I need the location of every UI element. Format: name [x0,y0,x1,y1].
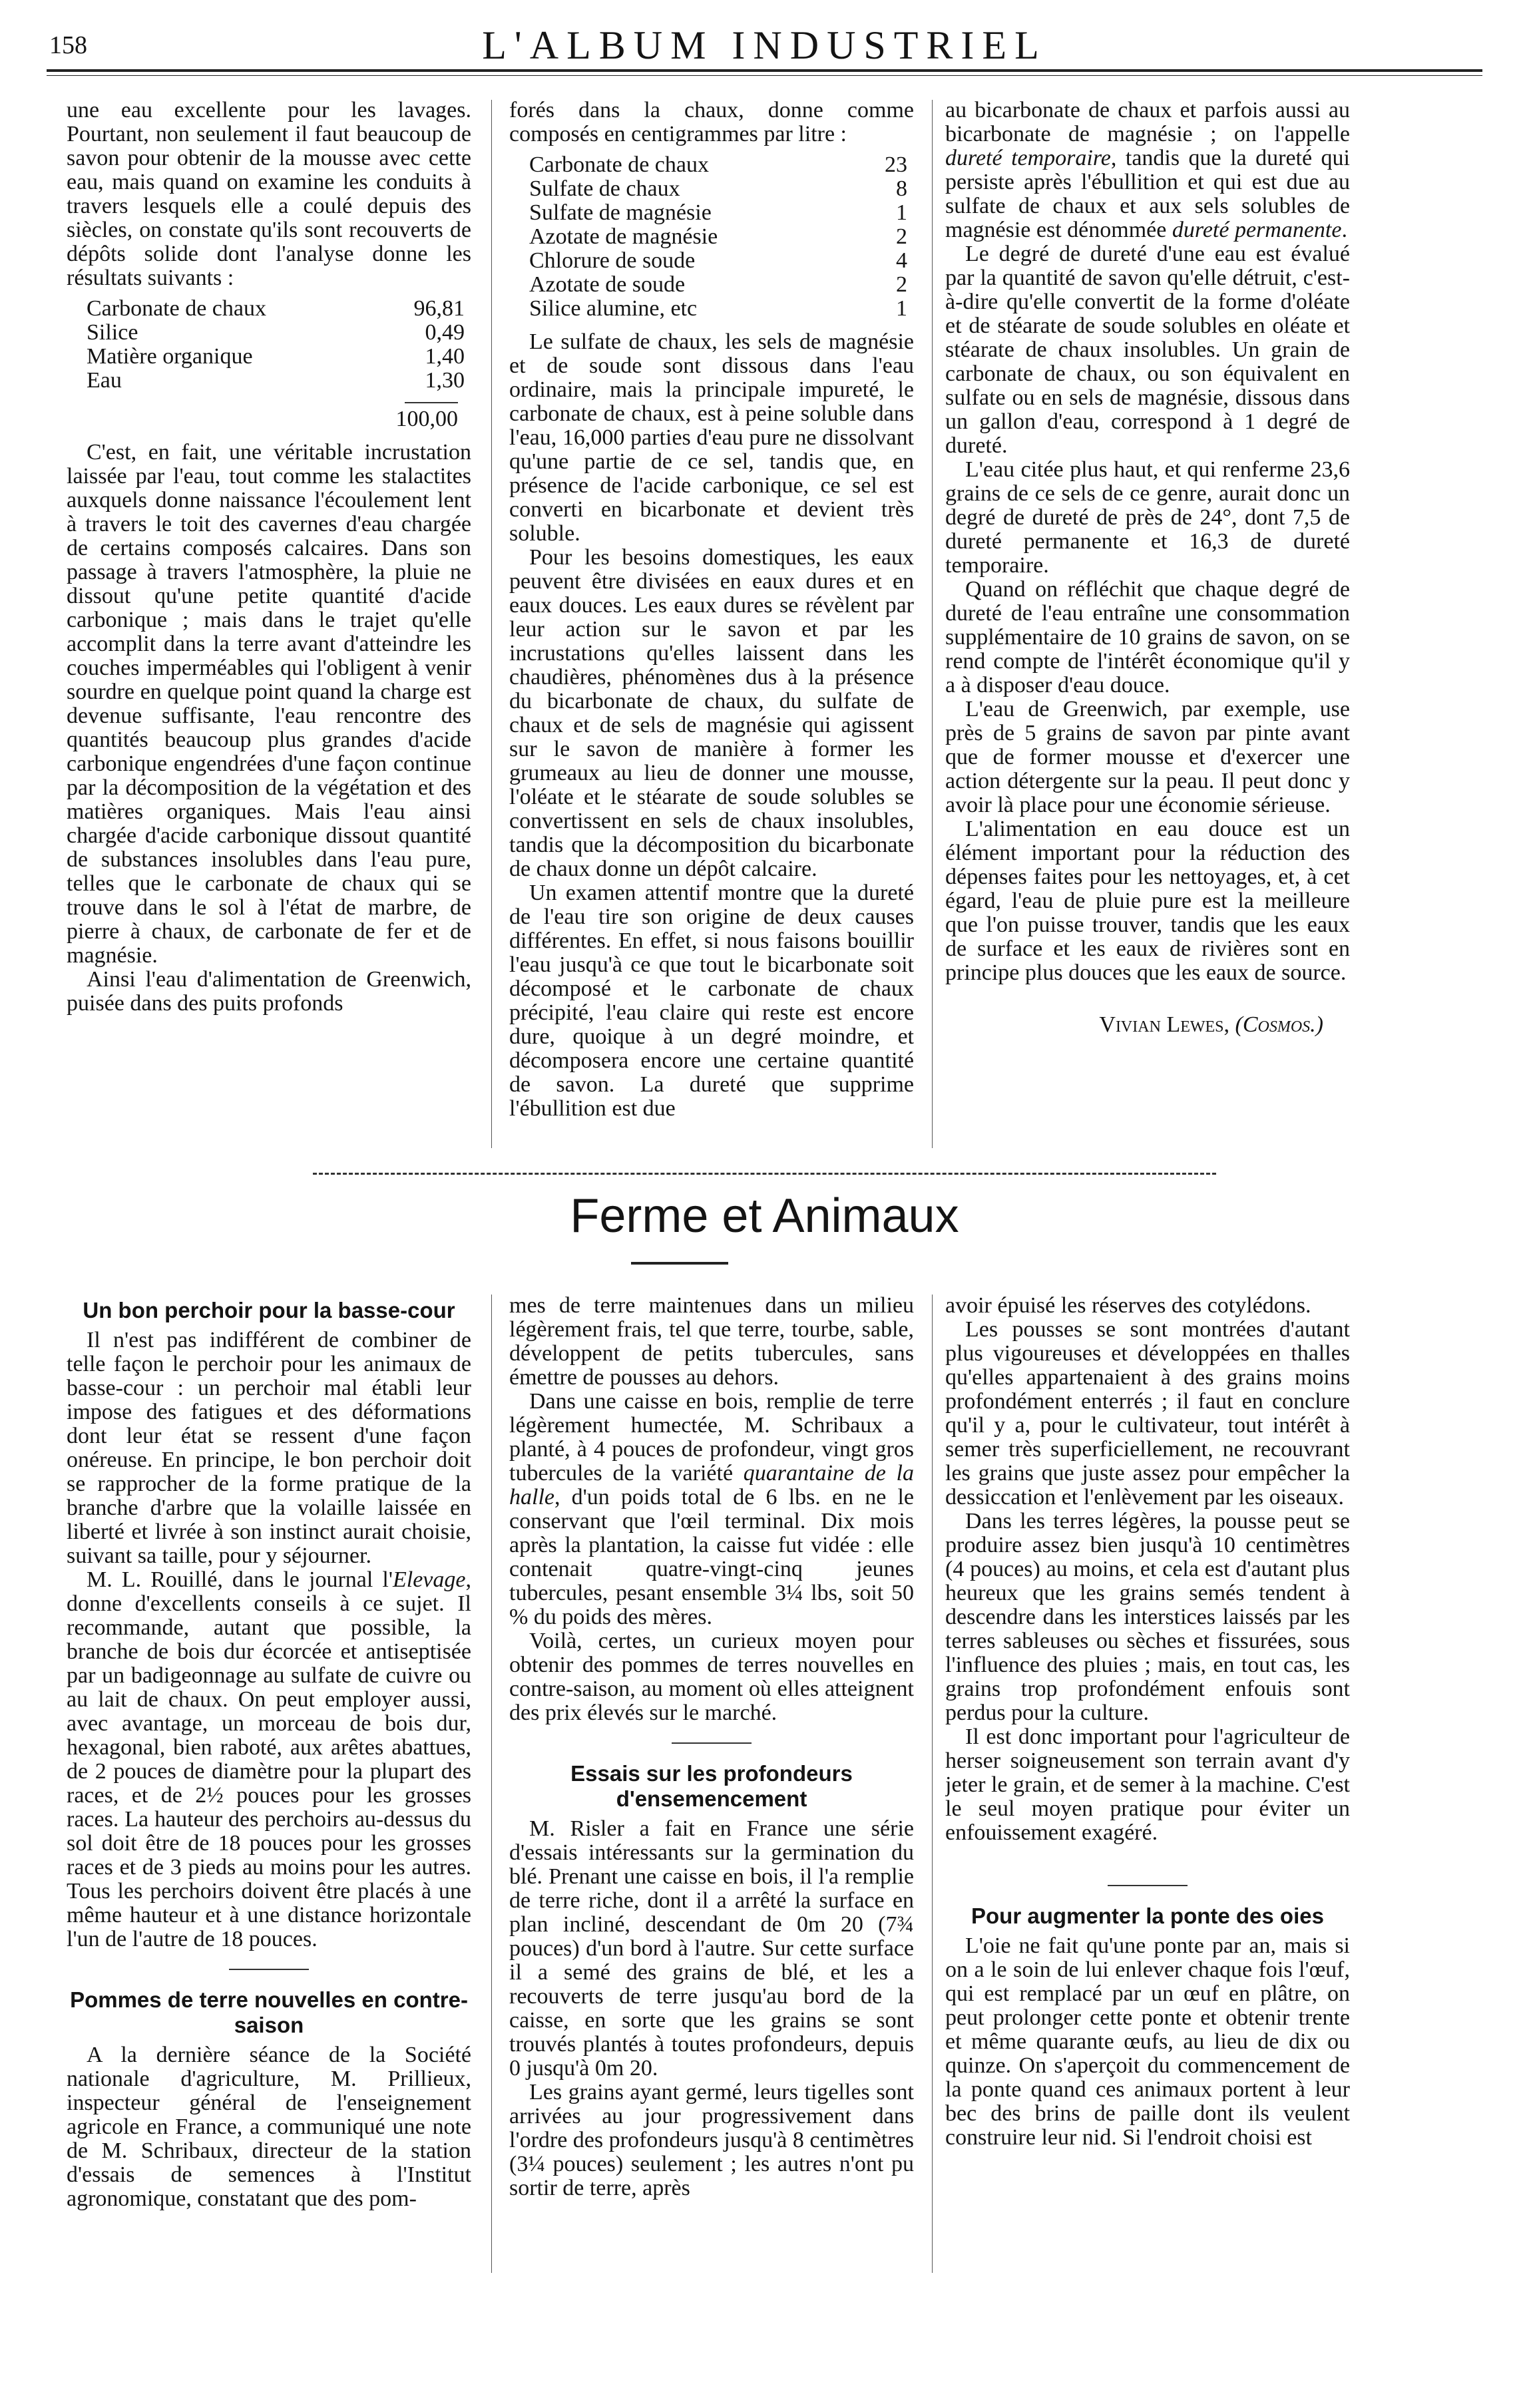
author-name: Vivian Lewes, [1099,1012,1230,1037]
paragraph: C'est, en fait, une véritable incrustation laissée par l'eau, tout comme les stalactites auxquels donne naissance l'écoulement lent à travers le toit des cavernes d'eau chargée de certains composés calcaires. Dans son passage à travers l'atmosphère, la pluie ne dissout qu'une petite quantité d'acide carbonique ; mais dans le trajet qu'elle accomplit dans la terre avant d'atteindre les couches imperméables qui l'obligent à venir sourdre en quelque point quand la charge est devenue suffisante, l'eau rencontre des quantités beaucoup plus grandes d'acide carbonique engendrées d'une façon continue par la décomposition de la végétation et des matières organiques. Mais l'eau ainsi chargée d'acide carbonique dissout quantité de substances insolubles dans l'eau pure, telles que le carbonate de chaux qui se trouve dans le sol à l'état de marbre, de pierre à chaux, de carbonate de fer et de magnésie. [67,440,471,968]
paragraph [509,1390,914,1629]
paragraph: Quand on réfléchit que chaque degré de dureté de l'eau entraîne une consommation supplémentaire de 10 grains de savon, on se rend compte de l'intérêt économique qu'il y a à disposer d'eau douce. [945,577,1350,698]
section-title: Ferme et Animaux [570,1189,959,1243]
text-run: . [1341,218,1347,242]
paragraph: Un examen attentif montre que la dureté de l'eau tire son origine de deux causes différentes. En effet, si nous faisons bouillir l'eau jusqu'à ce que tout le bicarbonate soit décomposé et le carbonate de chaux précipité, l'eau claire qui reste est encore dure, quoique à un degré moindre, et décomposera encore une certaine quantité de savon. La dureté que supprime l'ébullition est due [509,881,914,1121]
paragraph: forés dans la chaux, donne comme composés en centigrammes par litre : [509,99,914,146]
table-label: Eau [87,368,122,393]
table-row [67,345,471,369]
italic-term: Elevage [393,1567,466,1592]
paragraph: L'eau citée plus haut, et qui renferme 23,6 grains de ce sels de ce genre, aurait donc un degré de dureté de près de 24°, dont 7,5 de dureté permanente et 16,3 de dureté temporaire. [945,457,1350,578]
paragraph: Dans les terres légères, la pousse peut se produire assez bien jusqu'à 10 centimètres (4 pouces) au moins, et cela est d'autant plus heureux que les grains semés tendent à descendre dans les interstices laissés par les terres sableuses ou sèches et fissurées, sous l'influence des pluies ; mais, en tout cas, les grains trop profondément enfouis sont perdus pour la culture. [945,1509,1350,1725]
table-row [509,153,914,177]
article-signature [945,1012,1350,1038]
table-value: 1,40 [425,344,465,369]
table-label: Sulfate de magnésie [529,200,712,225]
table-label: Silice [87,320,138,345]
article-heading: Essais sur les profondeurs d'ensemencement [570,1761,853,1811]
article1-column-2 [509,99,914,1157]
table-label: Carbonate de chaux [87,296,266,321]
page-number: 158 [49,31,87,59]
column-divider [932,1295,933,2273]
paragraph: mes de terre maintenues dans un milieu légèrement frais, tel que terre, tourbe, sable, développent de petits tubercules, sans émettre de pousses au dehors. [509,1294,914,1390]
table-label: Sulfate de chaux [529,176,680,201]
column-divider [491,1295,492,2273]
paragraph: une eau excellente pour les lavages. Pourtant, non seulement il faut beaucoup de savon pour obtenir de la mousse avec cette eau, mais quand on examine les conduits à travers lesquels elle a coulé depuis des siècles, on constate qu'ils sont recouverts de dépôts solide dont l'analyse donne les résultats suivants : [67,99,471,290]
article1-column-3 [945,99,1350,1157]
article-heading: Pour augmenter la ponte des oies [971,1904,1324,1928]
table-row [67,321,471,345]
table-value: 23 [885,152,907,177]
table-total [67,402,471,431]
paragraph: L'eau de Greenwich, par exemple, use près de 5 grains de savon par pinte avant que de former mousse et d'exercer une action détergente sur la peau. Il peut donc y avoir là place pour une économie sérieuse. [945,697,1350,817]
table-row [509,273,914,297]
article1-column-1 [67,99,471,1157]
paragraph [945,99,1350,242]
table-row [509,249,914,273]
paragraph: Les grains ayant germé, leurs tigelles sont arrivées au jour progressivement dans l'ordre des profondeurs jusqu'à 8 centimètres (3¼ pouces) seulement ; les autres n'ont pu sortir de terre, après [509,2080,914,2200]
table-value: 1 [896,200,907,225]
paragraph: avoir épuisé les réserves des cotylédons. [945,1294,1311,1318]
paragraph: Voilà, certes, un curieux moyen pour obtenir des pommes de terres nouvelles en contre-saison, au moment où elles atteignent des prix élevés sur le marché. [509,1629,914,1725]
section-column-3 [945,1294,1350,2319]
table-value: 8 [896,176,907,201]
table-label: Azotate de magnésie [529,224,718,249]
table-value: 4 [896,248,907,273]
paragraph: Les pousses se sont montrées d'autant plus vigoureuses et développées en thalles qu'elles appartenaient à des grains moins profondément enterrés ; il faut en conclure qu'il y a, pour le cultivateur, tout intérêt à semer très superficiellement, ne recouvrant les grains que juste assez pour empêcher la dessiccation et l'enlèvement par les oiseaux. [945,1317,1350,1509]
article-heading: Un bon perchoir pour la basse-cour [83,1298,455,1322]
paragraph: Il n'est pas indifférent de combiner de telle façon le perchoir pour les animaux de basse-cour : un perchoir mal établi leur impose des fatigues et des déformations dont leur état se ressent d'une façon onéreuse. En principe, le bon perchoir doit se rapprocher de la forme pratique de la branche d'arbre que la volaille laissée en liberté et livrée à son instinct aurait choisie, suivant sa taille, pour y séjourner. [67,1328,471,1568]
analysis-table [67,297,471,393]
column-divider [491,100,492,1148]
table-label: Chlorure de soude [529,248,696,273]
title-underline [631,1262,728,1265]
column-divider [932,100,933,1148]
table-row [67,369,471,393]
table-row [509,177,914,201]
paragraph: L'alimentation en eau douce est un élément important pour la réduction des dépenses faites pour les nettoyages, et, à cet égard, l'eau de pluie pure est la meilleure que l'on puisse trouver, tandis que les eaux de surface et les eaux de rivières sont en principe plus douces que les eaux de source. [945,817,1350,985]
article-divider [672,1742,752,1744]
section-column-2 [509,1294,914,2319]
table-label: Carbonate de chaux [529,152,709,177]
section-column-1 [67,1294,471,2319]
source-name: (Cosmos.) [1235,1012,1323,1037]
table-value: 1,30 [425,368,465,393]
paragraph: M. Risler a fait en France une série d'essais intéressants sur la germination du blé. Prenant une caisse en bois, il l'a remplie de terre riche, dont il a arrêté la surface en plan incliné, descendant de 0m 20 (7¾ pouces) d'un bord à l'autre. Sur cette surface il a semé des grains de blé, et les a recouverts de terre jusqu'au bord de la caisse, en sorte que les grains se sont trouvés plantés à toutes profondeurs, depuis 0 jusqu'à 0m 20. [509,1816,914,2081]
total-rule [405,402,458,403]
text-run: M. L. Rouillé, dans le journal l' [87,1567,393,1592]
paragraph: A la dernière séance de la Société nationale d'agriculture, M. Prillieux, inspecteur général de l'enseignement agricole en France, a communiqué une note de M. Schribaux, directeur de la station d'essais de semences à l'Institut agronomique, constatant que des pom- [67,2043,471,2211]
table-label: Matière organique [87,344,253,369]
italic-term: quarantaine de la halle [509,1461,914,1509]
table-value: 2 [896,272,907,297]
table-value: 2 [896,224,907,249]
article-heading: Pommes de terre nouvelles en contre-saison [70,1987,468,2037]
paragraph: Le sulfate de chaux, les sels de magnésie et de soude sont dissous dans l'eau ordinaire, mais la principale impureté, le carbonate de chaux, est à peine soluble dans l'eau, 16,000 parties d'eau pure ne dissolvant qu'une partie de ce sel, tandis que, en présence de l'acide carbonique, ce sel est converti en bicarbonate et devient très soluble. [509,329,914,546]
table-label: Azotate de soude [529,272,686,297]
journal-title: L'ALBUM INDUSTRIEL [482,23,1047,67]
table-row [509,201,914,225]
paragraph: Ainsi l'eau d'alimentation de Greenwich, puisée dans des puits profonds [67,967,471,1016]
article-divider [229,1969,309,1970]
header-rule-thin [47,75,1482,76]
paragraph: Pour les besoins domestiques, les eaux peuvent être divisées en eaux dures et en eaux douces. Les eaux dures se révèlent par leur action sur le savon et par les incrustations qu'elles laissent dans les chaudières, phénomènes dus à la présence du bicarbonate de chaux, du sulfate de chaux et de sels de magnésie qui agissent sur le savon de manière à former les grumeaux au lieu de donner une mousse, l'oléate et le stéarate de soude solubles se convertissent en sels de chaux insolubles, tandis que la décomposition du bicarbonate de chaux donne un dépôt calcaire. [509,545,914,881]
paragraph [67,1568,471,1951]
table-row [509,297,914,321]
text-run: , tandis que la dureté qui persiste après l'ébullition et qui est due au sulfate de chaux et aux sels solubles de magnésie est dénommée [945,146,1350,242]
text-run: , d'un poids total de 6 lbs. en ne le conservant que l'œil terminal. Dix mois après la plantation, la caisse fut vidée : elle contenait quatre-vingt-cinq jeunes tubercules, pesant ensemble 3¼ lbs, soit 50 % du poids des mères. [509,1485,914,1629]
composition-table [509,153,914,321]
paragraph: L'oie ne fait qu'une ponte par an, mais si on a le soin de lui enlever chaque fois l'œuf, qui est remplacé par un œuf en plâtre, on peut prolonger cette ponte et obtenir trente et même quarante œufs, au lieu de dix ou quinze. On s'aperçoit du commencement de la ponte quand ces animaux portent à leur bec des brins de paille dont ils veulent construire leur nid. Si l'endroit choisi est [945,1933,1350,2150]
header-rule-thick [47,69,1482,72]
paragraph: Le degré de dureté d'une eau est évalué par la quantité de savon qu'elle détruit, c'est-à-dire qu'elle convertit de la forme d'oléate et de stéarate de soude solubles en oléate et stéarate de chaux insolubles. Un grain de carbonate de chaux, ou son équivalent en sulfate ou en sels de magnésie, dissous dans un gallon d'eau, correspond à 1 degré de dureté. [945,242,1350,458]
text-run: , donne d'excellents conseils à ce sujet. Il recommande, autant que possible, la branche de bois dur écorcée et antiseptisée par un badigeonnage au sulfate de cuivre ou au lait de chaux. On peut employer aussi, avec avantage, un morceau de bois dur, hexagonal, bien raboté, aux arêtes abattues, de 2 pouces de diamètre pour la plupart des races, et de 2½ pouces pour les grosses races. La hauteur des perchoirs au-dessus du sol doit être de 18 pouces pour les grosses races et de 3 pieds au moins pour les autres. Tous les perchoirs doivent être placés à une même hauteur et à une distance horizontale l'un de l'autre de 18 pouces. [67,1567,471,1951]
section-separator [313,1173,1216,1175]
table-row [67,297,471,321]
table-value: 0,49 [425,320,465,345]
table-row [509,225,914,249]
italic-term: dureté permanente [1172,218,1342,242]
total-value: 100,00 [395,407,458,431]
text-run: Dans une caisse en bois, remplie de terre légèrement humectée, M. Schribaux a planté, à 4 pouces de profondeur, vingt gros tubercules de la variété [509,1389,914,1486]
italic-term: dureté temporaire [945,146,1111,170]
table-value: 1 [896,296,907,321]
article-divider [1108,1885,1188,1886]
table-label: Silice alumine, etc [529,296,698,321]
table-value: 96,81 [413,296,465,321]
text-run: au bicarbonate de chaux et parfois aussi au bicarbonate de magnésie ; on l'appelle [945,99,1350,146]
paragraph: Il est donc important pour l'agriculteur de herser soigneusement son terrain avant d'y jeter le grain, et de semer à la machine. C'est le seul moyen pratique pour éviter un enfouissement exagéré. [945,1724,1350,1845]
